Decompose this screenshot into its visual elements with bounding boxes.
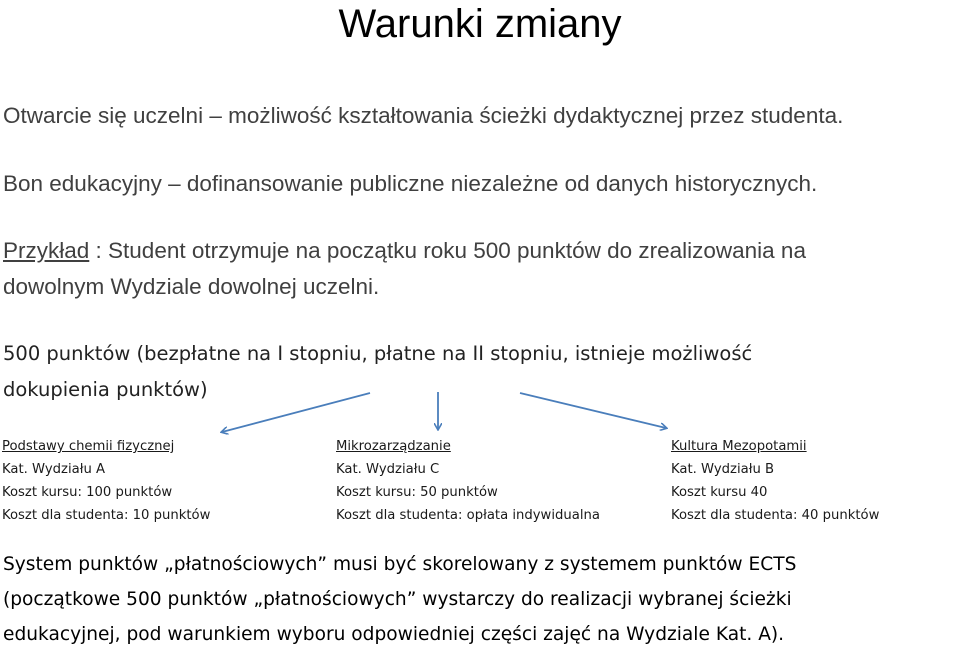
paragraph-opening: Otwarcie się uczelni – możliwość kształtowania ścieżki dydaktycznej przez studenta.: [3, 103, 844, 128]
paragraph-example-line2: dowolnym Wydziale dowolnej uczelni.: [3, 274, 380, 299]
student-cost: Koszt dla studenta: 10 punktów: [2, 508, 211, 523]
course-column-a: [2, 435, 210, 527]
course-column-c: [336, 435, 600, 527]
conclusion-line3: edukacyjnej, pod warunkiem wyboru odpowiedniej części zajęć na Wydziale Kat. A).: [3, 624, 785, 645]
course-cost: Koszt kursu 40: [671, 485, 768, 500]
arrow-left: [222, 393, 370, 432]
paragraph-voucher: Bon edukacyjny – dofinansowanie publiczne niezależne od danych historycznych.: [3, 171, 818, 196]
student-cost: Koszt dla studenta: 40 punktów: [671, 508, 880, 523]
example-text: : Student otrzymuje na początku roku 500 punktów do zrealizowania na: [89, 238, 806, 263]
course-cost: Koszt kursu: 50 punktów: [336, 485, 498, 500]
arrow-right: [520, 393, 666, 428]
course-heading: Mikrozarządzanie: [336, 439, 451, 454]
course-faculty: Kat. Wydziału B: [671, 462, 775, 477]
conclusion-line2: (początkowe 500 punktów „płatnościowych” wystarczy do realizacji wybranej ścieżki: [3, 589, 792, 610]
student-cost: Koszt dla studenta: opłata indywidualna: [336, 508, 600, 523]
paragraph-points-line2: dokupienia punktów): [3, 378, 208, 401]
course-heading: Kultura Mezopotamii: [671, 439, 807, 454]
conclusion-line1: System punktów „płatnościowych” musi być skorelowany z systemem punktów ECTS: [3, 554, 797, 575]
course-cost: Koszt kursu: 100 punktów: [2, 485, 173, 500]
slide-title: Warunki zmiany: [338, 2, 622, 46]
paragraph-points-line1: 500 punktów (bezpłatne na I stopniu, płatne na II stopniu, istnieje możliwość: [3, 342, 753, 365]
course-faculty: Kat. Wydziału A: [2, 462, 106, 477]
course-heading: Podstawy chemii fizycznej: [2, 439, 175, 454]
course-faculty: Kat. Wydziału C: [336, 462, 440, 477]
example-label: Przykład: [3, 238, 90, 263]
course-column-b: [671, 435, 879, 527]
